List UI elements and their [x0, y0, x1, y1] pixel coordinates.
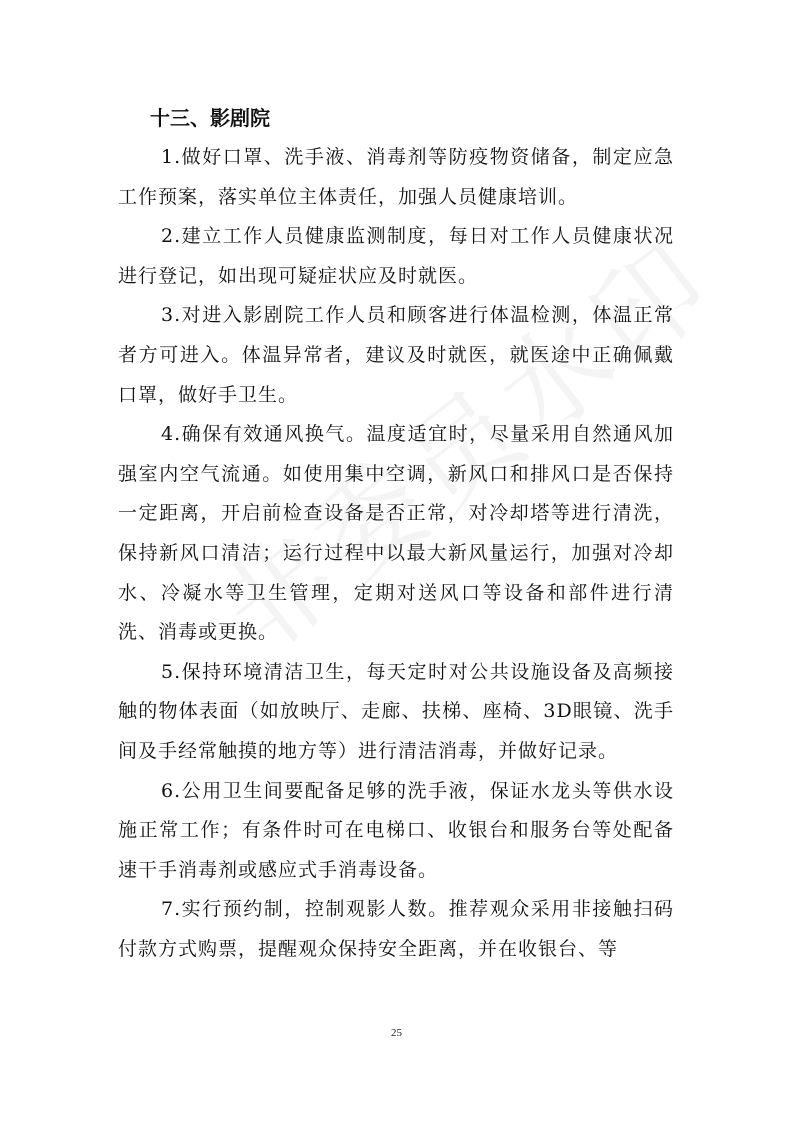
section-heading: 十三、影剧院	[150, 106, 270, 130]
paragraph-6: 6.公用卫生间要配备足够的洗手液，保证水龙头等供水设施正常工作；有条件时可在电梯口、收银台和服务台等处配备速干手消毒剂或感应式手消毒设备。	[118, 779, 674, 881]
paragraph-3: 3.对进入影剧院工作人员和顾客进行体温检测，体温正常者方可进入。体温异常者，建议及时就医，就医途中正确佩戴口罩，做好手卫生。	[118, 304, 674, 406]
paragraph-5: 5.保持环境清洁卫生，每天定时对公共设施设备及高频接触的物体表面（如放映厅、走廊、扶梯、座椅、3D眼镜、洗手间及手经常触摸的地方等）进行清洁消毒，并做好记录。	[118, 660, 674, 762]
paragraph-4: 4.确保有效通风换气。温度适宜时，尽量采用自然通风加强室内空气流通。如使用集中空调，新风口和排风口是否保持一定距离，开启前检查设备是否正常，对冷却塔等进行清洗，保持新风口清洁；运行过程中以最大新风量运行，加强对冷却水、冷凝水等卫生管理，定期对送风口等设备和部件进行清洗、消毒或更换。	[118, 423, 674, 644]
document-body	[118, 98, 674, 969]
page-number: 25	[391, 1027, 402, 1039]
paragraph-1: 1.做好口罩、洗手液、消毒剂等防疫物资储备，制定应急工作预案，落实单位主体责任，加强人员健康培训。	[118, 146, 674, 208]
paragraph-7: 7.实行预约制，控制观影人数。推荐观众采用非接触扫码付款方式购票，提醒观众保持安全距离，并在收银台、等	[118, 898, 674, 960]
paragraph-2: 2.建立工作人员健康监测制度，每日对工作人员健康状况进行登记，如出现可疑症状应及时就医。	[118, 225, 674, 287]
